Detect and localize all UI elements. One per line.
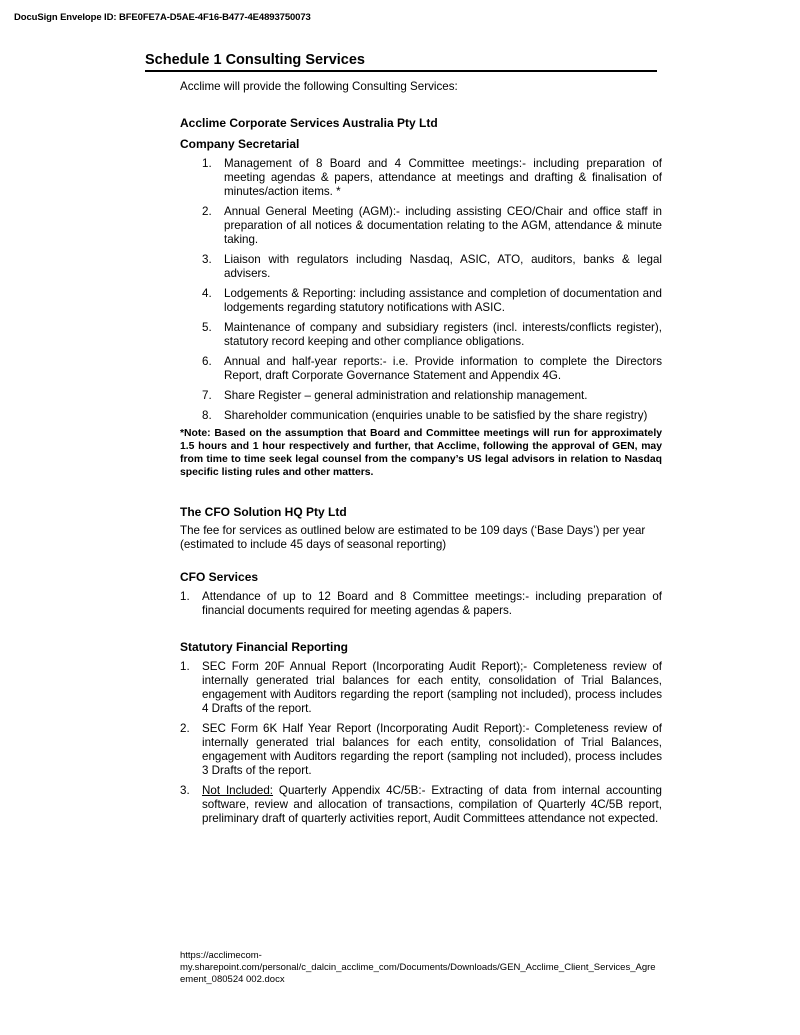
item-text: Annual General Meeting (AGM):- including assisting CEO/Chair and office staff in preparation of all notices & documentation relating to the AGM, attendance & minute taking. [224,205,662,246]
item-text: Annual and half-year reports:- i.e. Provide information to complete the Directors Report, draft Corporate Governance Statement and Appendix 4G. [224,355,662,382]
item-number: 3. [180,784,190,797]
item-text: Maintenance of company and subsidiary registers (incl. interests/conflicts register), statutory record keeping and other compliance obligations. [224,321,662,348]
cfo-services-heading: CFO Services [180,570,259,584]
cfo-company-heading: The CFO Solution HQ Pty Ltd [180,505,347,519]
item-number: 3. [202,253,212,266]
list-item [202,205,662,247]
item-number: 1. [202,157,212,170]
document-body [180,80,662,826]
item-text: Management of 8 Board and 4 Committee meetings:- including preparation of meeting agendas & papers, attendance at meetings and drafting & finalisation of minutes/action items. * [224,157,662,198]
item-number: 6. [202,355,212,368]
list-item [180,590,662,618]
fee-text: The fee for services as outlined below are estimated to be 109 days (‘Base Days’) per year (estimated to include 45 days of seasonal reporting) [180,524,646,551]
item-number: 1. [180,590,190,603]
company-secretarial-list [202,157,662,423]
list-item [180,784,662,826]
item-text: Attendance of up to 12 Board and 8 Committee meetings:- including preparation of financial documents required for meeting agendas & papers. [202,590,662,617]
company-secretarial-heading: Company Secretarial [180,137,300,151]
list-item [202,321,662,349]
statutory-reporting-list [180,660,662,826]
cfo-services-list [180,590,662,618]
item-number: 5. [202,321,212,334]
item-text: SEC Form 6K Half Year Report (Incorporating Audit Report):- Completeness review of internally generated trial balances for each entity, consolidation of Trial Balances, engagement with Auditors regarding the report (sampling not included), process includes 3 Drafts of the report. [202,722,662,777]
note-text: *Note: Based on the assumption that Board and Committee meetings will run for approximately 1.5 hours and 1 hour respectively and further, that Acclime, following the approval of GEN, may from time to time seek legal counsel from the company’s US legal advisors in relation to Nasdaq specific listing rules and other matters. [180,428,662,478]
item-text-body: Quarterly Appendix 4C/5B:- Extracting of data from internal accounting software, review and allocation of transactions, compilation of Quarterly 4C/5B report, preliminary draft of quarterly activities report, Audit Committees attendance not expected. [202,784,662,825]
list-item [202,389,662,403]
list-item [202,287,662,315]
item-text: SEC Form 20F Annual Report (Incorporating Audit Report);- Completeness review of internally generated trial balances for each entity, consolidation of Trial Balances, engagement with Auditors regarding the report (sampling not included), process includes 4 Drafts of the report. [202,660,662,715]
envelope-id: DocuSign Envelope ID: BFE0FE7A-D5AE-4F16-B477-4E4893750073 [14,12,311,23]
list-item [202,157,662,199]
item-number: 2. [180,722,190,735]
footer-file-path: https://acclimecom-my.sharepoint.com/personal/c_dalcin_acclime_com/Documents/Downloads/GEN_Acclime_Client_Services_Agreement_080524 002.docx [180,950,656,985]
list-item [202,409,662,423]
acclime-company-heading: Acclime Corporate Services Australia Pty Ltd [180,116,438,130]
statutory-reporting-heading: Statutory Financial Reporting [180,640,349,654]
schedule-title: Schedule 1 Consulting Services [145,52,657,72]
item-number: 1. [180,660,190,673]
item-number: 7. [202,389,212,402]
list-item [202,355,662,383]
list-item [202,253,662,281]
list-item [180,722,662,778]
item-text [202,784,662,826]
intro-text: Acclime will provide the following Consulting Services: [180,80,458,93]
item-number: 4. [202,287,212,300]
item-text: Share Register – general administration and relationship management. [224,389,588,402]
item-text: Liaison with regulators including Nasdaq, ASIC, ATO, auditors, banks & legal advisers. [224,253,662,280]
item-number: 8. [202,409,212,422]
item-text: Lodgements & Reporting: including assistance and completion of documentation and lodgements regarding statutory notifications with ASIC. [224,287,662,314]
item-text: Shareholder communication (enquiries unable to be satisfied by the share registry) [224,409,648,422]
not-included-label: Not Included: [202,784,274,797]
list-item [180,660,662,716]
item-number: 2. [202,205,212,218]
